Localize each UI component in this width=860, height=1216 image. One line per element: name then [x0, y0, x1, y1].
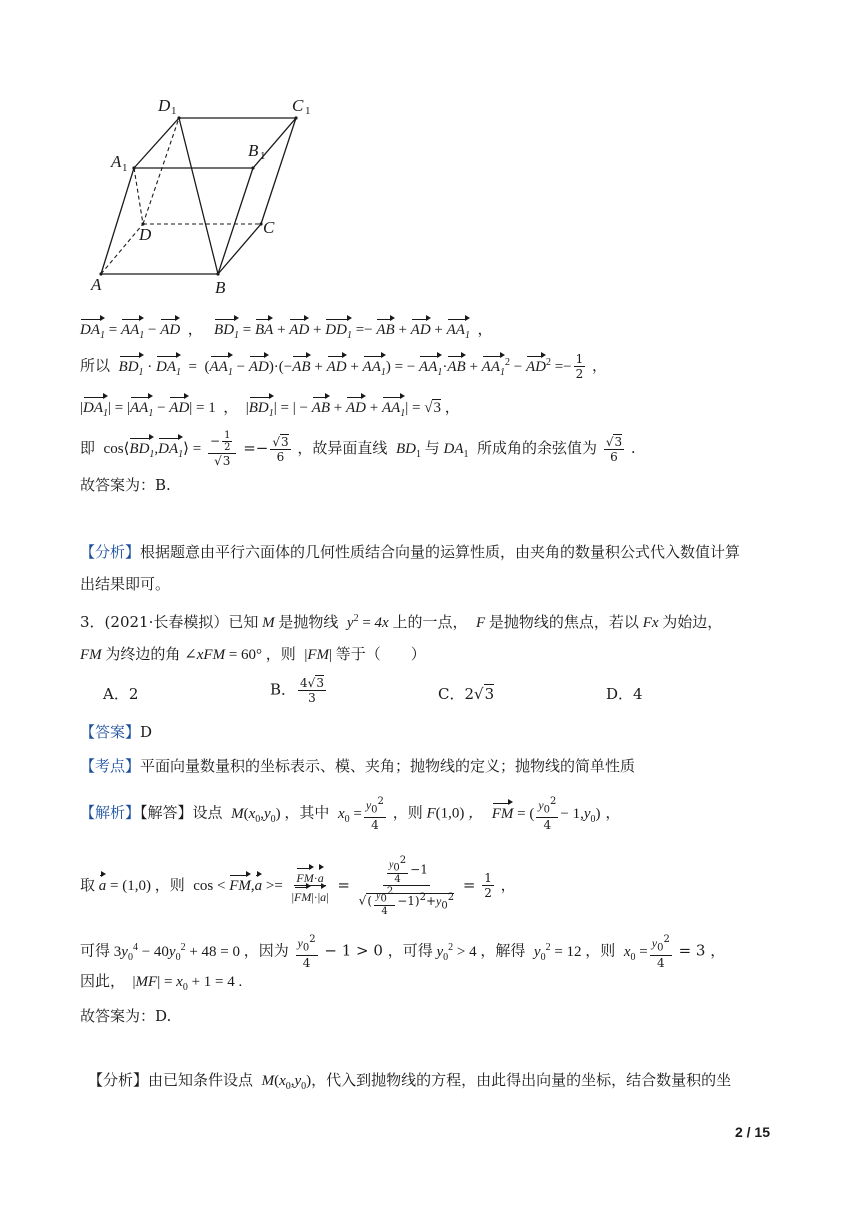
solution-line-1: 【解析】【解答】设点 $M(x_0,y_0)$ ，其中 $x_0$ = $\frac{y_0^2}{4}$ ，则 F(1,0) ， FM = ( $\frac{y_0^2}{4}$ − $1,y_0$) ， [80, 796, 621, 833]
solution-line-4: 因此， $|MF| = x_0 + 1 = 4$ . [80, 972, 243, 993]
edge-b-c [218, 224, 261, 274]
formula-line-3: $|DA_1| = |AA_1 - AD| = 1$ ， $|BD_1|$ = | − AB + AD + $AA_1| = √3$ ， [80, 396, 460, 419]
edge-b-d1 [179, 118, 218, 274]
solution-line-3: 可得 $3y_0^4 - 40y_0^2 + 48 = 0$ ，因为 $\frac{y_0^2}{4}$ − 1 > 0 ，可得 $y_0^2 > 4$ ，解得 $y_0^2 = 12$ ，则 $x_0$ = $\frac{y_0^2}{4}$ = 3 ， [80, 934, 726, 971]
edge-c-c1 [261, 118, 296, 224]
answer-line-2: 故答案为：D. [80, 1007, 172, 1025]
knowledge-point-row: 【考点】平面向量数量积的坐标表示、模、夹角；抛物线的定义；抛物线的简单性质 [80, 757, 636, 775]
option-a[interactable]: A．2 [103, 685, 139, 703]
analysis-1-cont: 出结果即可。 [80, 575, 171, 593]
label-d1: D [158, 96, 171, 115]
question-3-line-1: 3．(2021·长春模拟）已知 M 是抛物线 $y^2 = 4x$ 上的一点， F 是抛物线的焦点，若以 Fx 为始边， [80, 613, 723, 631]
edge-a1-d-hidden [134, 168, 143, 224]
label-b: B [215, 278, 226, 297]
option-d[interactable]: D．4 [606, 685, 643, 703]
label-b1: B [248, 141, 259, 160]
answer-line-1: 故答案为：B. [80, 476, 171, 494]
formula-line-1: $DA_1 = AA_1$ − AD ， $BD_1$ = BA + AD + $DD_1$ =− AB + AD + $AA_1$ ， [80, 318, 492, 341]
page-number: 2 / 15 [734, 1124, 770, 1140]
svg-text:1: 1 [122, 162, 128, 174]
svg-text:1: 1 [260, 150, 266, 162]
label-a1: A [111, 152, 122, 171]
edge-d-d1-hidden [143, 118, 179, 224]
edge-a-d-hidden [101, 224, 143, 274]
label-c1: C [292, 96, 304, 115]
parallelepiped-figure [85, 92, 325, 302]
edge-a-a1 [101, 168, 134, 274]
label-c: C [263, 218, 275, 237]
label-a: A [91, 275, 102, 294]
label-d: D [139, 225, 152, 244]
solution-line-2: 取 a = (1,0) ，则 cos < FM,a >= $\frac{FM\cdot a}{|FM|\cdot|a|}$ = $\frac{y_0^2}{4}$ −1 √( $\frac{y_0^2}{4}$ $-1)^2+y_0^2$ = $\frac{1}{2}$ ， [80, 855, 516, 917]
option-c[interactable]: C．2√3 [438, 685, 495, 703]
answer-row: 【答案】D [80, 723, 153, 741]
analysis-1: 【分析】根据题意由平行六面体的几何性质结合向量的运算性质，由夹角的数量积公式代入数值计算 [80, 543, 741, 561]
question-3-line-2: FM 为终边的角 ∠xFM = 60° ，则 |FM| 等于（ ） [80, 645, 426, 663]
edge-b-b1 [218, 168, 253, 274]
edge-a1-d1 [134, 118, 179, 168]
formula-line-2: 所以 $BD_1 \cdot DA_1 = (AA_1 - AD)\cdot(-AB$ + AD + $AA_1$) = − $AA_1\cdot AB + AA_1^2 - AD^2$ =− $\frac{1}{2}$ ， [80, 352, 608, 381]
option-b[interactable]: B． $\frac{4√3}{3}$ [270, 676, 324, 705]
formula-line-4: 即 $\cos⟨BD_1,DA_1⟩$ = − $\frac{1}{2}$ √3 =− $\frac{√3}{6}$ ，故异面直线 $BD_1$ 与 $DA_1$ 所成角的余弦值为 $\frac{√3}{6}$ . [80, 430, 636, 468]
svg-text:1: 1 [171, 105, 177, 117]
analysis-2: 【分析】由已知条件设点 $M(x_0,y_0)$，代入到抛物线的方程，由此得出向量的坐标，结合数量积的坐 [88, 1071, 732, 1092]
svg-text:1: 1 [305, 105, 311, 117]
